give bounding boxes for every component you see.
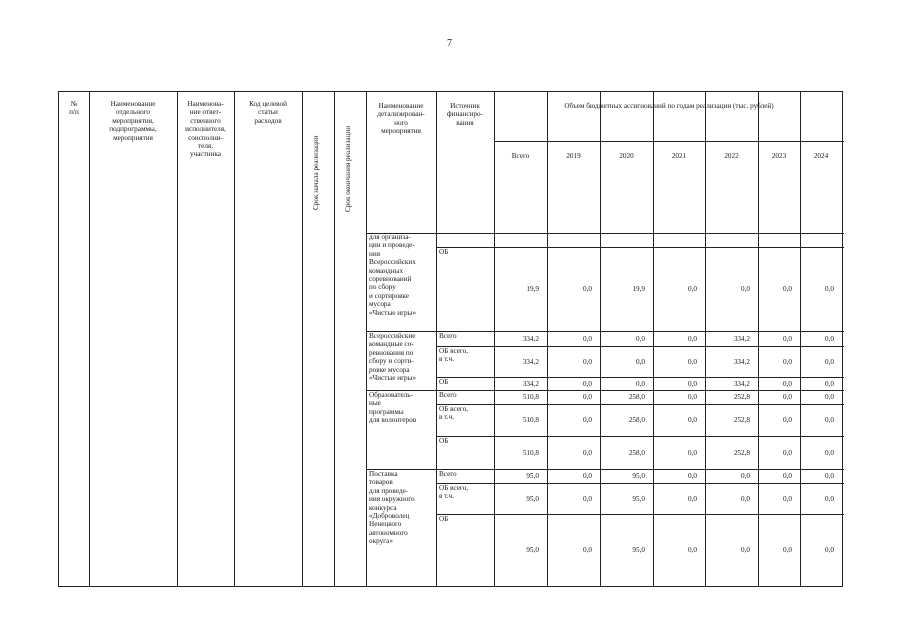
row-rule	[436, 390, 844, 391]
value-cell-line: 0,0	[583, 285, 592, 293]
header-executor-line: участника	[190, 150, 221, 159]
detail-text	[369, 470, 435, 546]
value-cell-line: 0,0	[583, 449, 592, 457]
detail-text-line: автономного	[369, 528, 408, 537]
detail-text	[369, 233, 435, 317]
source-cell	[439, 332, 494, 340]
value-cell-line: 0,0	[783, 380, 792, 388]
value-cell	[547, 472, 592, 480]
detail-text-line: «Доброволец	[369, 512, 410, 521]
value-cell-line: 0,0	[783, 546, 792, 554]
header-year-line: Всего	[511, 152, 530, 160]
value-cell	[600, 335, 645, 343]
value-cell-line: 0,0	[583, 358, 592, 366]
value-cell-line: 95,0	[632, 495, 645, 503]
source-cell-line: Всего	[439, 470, 457, 478]
value-cell-line: 19,9	[526, 285, 539, 293]
header-year	[653, 152, 705, 160]
value-cell-line: 0,0	[688, 449, 697, 457]
value-cell-line: 0,0	[825, 285, 834, 293]
row-rule	[436, 331, 844, 332]
value-cell	[758, 380, 792, 388]
value-cell	[653, 393, 697, 401]
detail-text-line: Ненецкого	[369, 520, 402, 529]
value-cell	[600, 358, 645, 366]
value-cell	[705, 449, 750, 457]
value-cell	[600, 546, 645, 554]
header-source-line: вания	[456, 118, 474, 127]
value-cell	[758, 335, 792, 343]
value-cell-line: 0,0	[825, 495, 834, 503]
column-line	[234, 92, 235, 586]
value-cell	[600, 416, 645, 424]
detail-text-line: Поставка	[369, 470, 398, 478]
source-cell	[439, 470, 494, 478]
value-cell	[494, 416, 539, 424]
header-executor-line: Наименова-	[187, 100, 224, 108]
detail-text	[369, 332, 435, 382]
detail-text-line: командных	[369, 266, 404, 275]
value-cell-line: 0,0	[583, 495, 592, 503]
header-name-line: мероприятия,	[112, 116, 154, 125]
detail-text-line: ревнования по	[369, 348, 414, 357]
detail-text-line: ции и проведе-	[369, 241, 415, 250]
value-cell-line: 334,2	[522, 358, 539, 366]
header-source	[436, 102, 494, 127]
value-cell	[758, 393, 792, 401]
value-cell-line: 0,0	[636, 380, 645, 388]
value-cell	[600, 472, 645, 480]
value-cell	[800, 285, 834, 293]
value-cell	[494, 495, 539, 503]
detail-text-line: округа»	[369, 537, 393, 546]
value-cell	[705, 335, 750, 343]
header-executor-line: ственного	[190, 116, 221, 125]
value-cell	[800, 335, 834, 343]
detail-text-line: соревнований	[369, 275, 412, 284]
row-rule	[436, 346, 844, 347]
value-cell	[705, 393, 750, 401]
detail-text-line: для волонтеров	[369, 416, 417, 425]
value-cell	[494, 335, 539, 343]
value-cell	[800, 472, 834, 480]
value-cell	[547, 416, 592, 424]
detail-text-line: мусора	[369, 300, 391, 309]
value-cell-line: 0,0	[783, 416, 792, 424]
header-code-line: статьи	[258, 108, 278, 117]
value-cell	[494, 380, 539, 388]
row-rule	[436, 514, 844, 515]
header-num-line: №	[70, 100, 78, 108]
value-cell-line: 510,8	[522, 393, 539, 401]
value-cell	[758, 285, 792, 293]
value-cell	[800, 358, 834, 366]
header-code-line: Код целевой	[249, 100, 287, 108]
header-year-line: 2019	[566, 152, 581, 160]
value-cell	[653, 335, 697, 343]
detail-text-line: и сортировке	[369, 291, 409, 300]
value-cell-line: 0,0	[783, 472, 792, 480]
detail-text-line: программы	[369, 407, 404, 416]
value-cell	[653, 358, 697, 366]
value-cell-line: 95,0	[526, 546, 539, 554]
value-cell-line: 252,8	[733, 416, 750, 424]
value-cell-line: 258,0	[628, 393, 645, 401]
value-cell-line: 0,0	[783, 449, 792, 457]
value-cell-line: 0,0	[825, 416, 834, 424]
value-cell	[705, 285, 750, 293]
value-cell-line: 258,0	[628, 416, 645, 424]
header-code-line: расходов	[254, 116, 282, 125]
source-cell-line: ОБ	[439, 248, 449, 256]
header-detail-line: детализирован-	[377, 110, 425, 119]
detail-text-line: Всероссийские	[369, 332, 416, 340]
value-cell-line: 0,0	[783, 358, 792, 366]
value-cell	[547, 449, 592, 457]
value-cell	[494, 472, 539, 480]
header-detail-line: ного	[394, 118, 408, 127]
value-cell	[494, 285, 539, 293]
header-start-date: Срок начала реализации	[312, 135, 320, 210]
header-year	[705, 152, 758, 160]
value-cell-line: 0,0	[688, 546, 697, 554]
value-cell	[800, 416, 834, 424]
value-cell-line: 0,0	[583, 416, 592, 424]
value-cell-line: 0,0	[688, 285, 697, 293]
value-cell-line: 0,0	[783, 285, 792, 293]
value-cell	[800, 393, 834, 401]
value-cell-line: 95,0	[632, 472, 645, 480]
column-line	[89, 92, 90, 586]
value-cell-line: 334,2	[733, 335, 750, 343]
detail-text-line: для организа-	[369, 233, 411, 241]
value-cell	[653, 495, 697, 503]
value-cell-line: 0,0	[583, 335, 592, 343]
header-year-line: 2024	[813, 152, 829, 160]
header-source-line: Источник	[450, 102, 480, 110]
value-cell	[758, 449, 792, 457]
value-cell-line: 0,0	[825, 449, 834, 457]
source-cell-line: ОБ	[439, 437, 449, 445]
value-cell-line: 510,8	[522, 449, 539, 457]
value-cell	[547, 393, 592, 401]
value-cell-line: 252,8	[733, 393, 750, 401]
value-cell	[705, 546, 750, 554]
value-cell	[600, 393, 645, 401]
value-cell-line: 0,0	[688, 393, 697, 401]
value-cell	[653, 449, 697, 457]
header-name-line: мероприятия	[113, 133, 153, 142]
detail-text-line: ния окружного	[369, 495, 415, 504]
value-cell	[758, 358, 792, 366]
value-cell-line: 0,0	[583, 472, 592, 480]
value-cell-line: 0,0	[825, 546, 834, 554]
detail-text-line: товаров	[369, 478, 393, 487]
value-cell-line: 0,0	[583, 393, 592, 401]
value-cell-line: 0,0	[783, 393, 792, 401]
column-line	[366, 92, 367, 586]
value-cell-line: 0,0	[741, 495, 750, 503]
header-executor	[177, 100, 234, 159]
value-cell	[600, 380, 645, 388]
value-cell	[705, 358, 750, 366]
value-cell	[758, 416, 792, 424]
row-rule	[436, 483, 844, 484]
value-cell-line: 0,0	[636, 335, 645, 343]
source-cell-line: ОБ всего,	[439, 347, 469, 355]
detail-text-line: ные	[369, 399, 381, 408]
column-line	[334, 92, 335, 586]
source-cell	[439, 248, 494, 256]
value-cell-line: 0,0	[741, 546, 750, 554]
source-cell	[439, 515, 494, 523]
source-cell	[439, 437, 494, 445]
value-cell	[547, 495, 592, 503]
row-rule	[436, 247, 844, 248]
value-cell	[758, 472, 792, 480]
value-cell	[600, 495, 645, 503]
value-cell-line: 0,0	[688, 495, 697, 503]
row-rule	[436, 436, 844, 437]
value-cell	[758, 495, 792, 503]
header-year-line: 2020	[619, 152, 634, 160]
source-cell	[439, 378, 494, 386]
value-cell	[653, 285, 697, 293]
value-cell-line: 0,0	[741, 285, 750, 293]
detail-text-line: ровке мусора	[369, 365, 410, 374]
header-volume-line: Объем бюджетных ассигнований по годам реализации (тыс. рублей)	[564, 102, 774, 110]
header-num	[59, 100, 89, 117]
value-cell	[653, 546, 697, 554]
value-cell-line: 0,0	[688, 380, 697, 388]
source-cell-line: ОБ всего,	[439, 484, 469, 492]
value-cell-line: 95,0	[632, 546, 645, 554]
value-cell-line: 334,2	[733, 380, 750, 388]
source-cell-line: ОБ	[439, 378, 449, 386]
row-rule	[436, 377, 844, 378]
column-line	[177, 92, 178, 586]
value-cell	[547, 358, 592, 366]
value-cell	[800, 380, 834, 388]
value-cell-line: 334,2	[522, 335, 539, 343]
header-volume	[494, 102, 844, 110]
header-code	[234, 100, 302, 125]
value-cell	[494, 449, 539, 457]
value-cell	[547, 285, 592, 293]
header-year	[494, 152, 547, 160]
value-cell-line: 258,0	[628, 449, 645, 457]
value-cell	[547, 380, 592, 388]
header-name-line: подпрограммы,	[109, 125, 157, 134]
value-cell	[800, 449, 834, 457]
source-cell-line: ОБ всего,	[439, 405, 469, 413]
value-cell	[653, 472, 697, 480]
value-cell-line: 0,0	[825, 380, 834, 388]
value-cell	[547, 335, 592, 343]
header-year	[800, 152, 842, 160]
page-number: 7	[447, 38, 452, 49]
header-year	[758, 152, 800, 160]
source-cell	[439, 405, 494, 422]
header-bottom-rule	[366, 233, 844, 234]
value-cell-line: 0,0	[688, 335, 697, 343]
value-cell-line: 0,0	[583, 380, 592, 388]
source-cell-line: в т.ч.	[439, 413, 454, 422]
value-cell-line: 0,0	[636, 358, 645, 366]
value-cell-line: 0,0	[825, 393, 834, 401]
detail-text-line: «Чистые игры»	[369, 374, 417, 383]
column-line	[302, 92, 303, 586]
column-line	[436, 92, 437, 586]
detail-text-line: Образователь-	[369, 391, 413, 399]
source-cell	[439, 347, 494, 364]
value-cell	[494, 546, 539, 554]
value-cell-line: 0,0	[825, 335, 834, 343]
value-cell-line: 0,0	[741, 472, 750, 480]
detail-text-line: конкурса	[369, 503, 397, 512]
row-rule	[436, 404, 844, 405]
header-detail	[366, 102, 436, 136]
value-cell-line: 95,0	[526, 472, 539, 480]
detail-text-line: сбору и сорти-	[369, 357, 414, 366]
value-cell	[705, 495, 750, 503]
value-cell-line: 0,0	[583, 546, 592, 554]
value-cell-line: 334,2	[733, 358, 750, 366]
value-cell-line: 95,0	[526, 495, 539, 503]
budget-table	[58, 91, 843, 587]
row-rule	[436, 469, 844, 470]
source-cell-line: ОБ	[439, 515, 449, 523]
header-end-date: Срок окончания реализации	[344, 125, 352, 212]
value-cell	[600, 449, 645, 457]
value-cell	[705, 472, 750, 480]
value-cell-line: 0,0	[688, 472, 697, 480]
detail-text-line: по сбору	[369, 283, 396, 292]
detail-text-line: «Чистые игры»	[369, 308, 417, 317]
header-year	[600, 152, 653, 160]
value-cell	[705, 380, 750, 388]
source-cell-line: в т.ч.	[439, 492, 454, 501]
value-cell	[705, 416, 750, 424]
header-detail-line: мероприятия	[381, 127, 421, 136]
detail-text-line: ния	[369, 249, 380, 258]
header-name-line: отдельного	[115, 108, 151, 117]
value-cell	[758, 546, 792, 554]
value-cell-line: 0,0	[688, 416, 697, 424]
header-year-line: 2021	[671, 152, 687, 160]
volume-header-rule	[494, 141, 844, 142]
header-executor-line: теля,	[197, 142, 214, 151]
value-cell	[800, 546, 834, 554]
value-cell	[653, 380, 697, 388]
value-cell	[494, 358, 539, 366]
value-cell-line: 252,8	[733, 449, 750, 457]
value-cell	[600, 285, 645, 293]
header-name	[89, 100, 177, 142]
value-cell-line: 0,0	[783, 495, 792, 503]
source-cell-line: Всего	[439, 391, 457, 399]
source-cell	[439, 391, 494, 399]
header-year-line: 2023	[771, 152, 787, 160]
detail-text-line: Всероссийских	[369, 258, 416, 267]
value-cell-line: 0,0	[825, 358, 834, 366]
source-cell	[439, 484, 494, 501]
value-cell-line: 19,9	[632, 285, 645, 293]
value-cell-line: 0,0	[783, 335, 792, 343]
value-cell-line: 0,0	[825, 472, 834, 480]
header-year	[547, 152, 600, 160]
value-cell	[800, 495, 834, 503]
value-cell	[494, 393, 539, 401]
header-executor-line: соисполни-	[188, 133, 223, 142]
header-executor-line: ние ответ-	[189, 108, 222, 117]
value-cell-line: 510,8	[522, 416, 539, 424]
header-detail-line: Наименование	[378, 102, 424, 110]
value-cell-line: 334,2	[522, 380, 539, 388]
header-year-line: 2022	[724, 152, 739, 160]
header-executor-line: исполнителя,	[185, 125, 226, 134]
header-name-line: Наименование	[110, 100, 156, 108]
source-cell-line: Всего	[439, 332, 457, 340]
detail-text	[369, 391, 435, 425]
detail-text-line: командные со-	[369, 340, 414, 349]
value-cell-line: 0,0	[688, 358, 697, 366]
value-cell	[547, 546, 592, 554]
detail-text-line: для проведе-	[369, 486, 409, 495]
source-cell-line: в т.ч.	[439, 355, 454, 364]
header-num-line: п/п	[69, 108, 79, 117]
header-source-line: финансиро-	[446, 110, 483, 119]
value-cell	[653, 416, 697, 424]
